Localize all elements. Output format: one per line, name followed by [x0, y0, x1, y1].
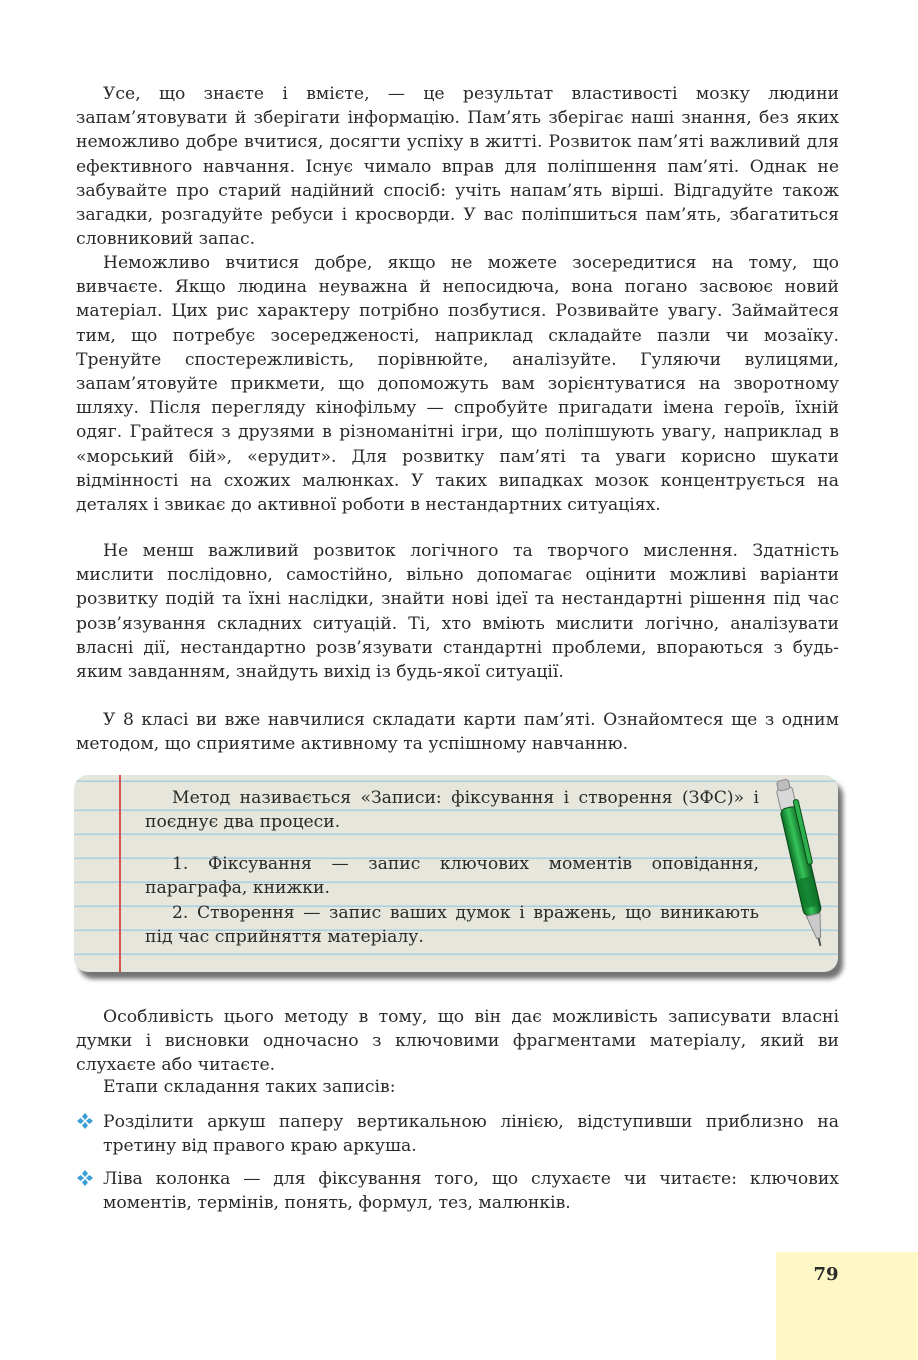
margin-line — [119, 775, 121, 972]
list-item — [76, 1110, 839, 1158]
method-note-box — [74, 775, 838, 972]
note-method-name: Метод називається «Записи: фіксування і створення (ЗФС)» і поєднує два процеси. — [145, 788, 759, 833]
page-number: 79 — [813, 1264, 839, 1285]
paragraph-thinking: Не менш важливий розвиток логічного та творчого мислення. Здатність мислити послідовно, самостійно, вільно допомагає оцінити можливі варіанти розвитку подій та їхні наслідки, знайти нові ідеї та нестандартні рішення під час розв’язування складних ситуацій. Ті, хто вміють мислити логічно, аналізувати власні дії, нестандартно розв’язувати стандартні проблеми, впораються з будь-яким завданням, знайдуть вихід із будь-якої ситуації. — [76, 541, 839, 683]
list-item-text: Розділити аркуш паперу вертикальною лінією, відступивши приблизно на третину від правого краю аркуша. — [103, 1112, 839, 1157]
note-step-creating: 2. Створення — запис ваших думок і вражень, що виникають під час сприйняття матеріалу. — [145, 903, 759, 948]
paragraph-memory: Усе, що знаєте і вмієте, — це результат властивості мозку людини запам’ятовувати й зберігати інформацію. Пам’ять зберігає наші знання, без яких неможливо добре вчитися, досягти успіху в житті. Розвиток пам’яті важливий для ефективного навчання. Існує чимало вправ для поліпшення пам’яті. Однак не забувайте про старий надійний спосіб: учіть напам’ять вірші. Відгадуйте також загадки, розгадуйте ребуси і кросворди. У вас поліпшиться пам’ять, збагатиться словниковий запас. — [76, 84, 839, 250]
note-step-fixing: 1. Фіксування — запис ключових моментів оповідання, параграфа, книжки. — [145, 854, 759, 899]
four-diamond-bullet-icon — [76, 1112, 94, 1130]
paragraph-stages-heading: Етапи складання таких записів: — [103, 1077, 396, 1097]
paragraph-intro-method: У 8 класі ви вже навчилися складати карти пам’яті. Ознайомтеся ще з одним методом, що сприятиме активному та успішному навчанню. — [76, 710, 839, 755]
paragraph-method-feature: Особливість цього методу в тому, що він дає можливість записувати власні думки і висновки одночасно з ключовими фрагментами матеріалу, який ви слухаєте або читаєте. — [76, 1007, 839, 1076]
green-pen-icon — [772, 778, 832, 954]
four-diamond-bullet-icon — [76, 1169, 94, 1187]
paragraph-attention: Неможливо вчитися добре, якщо не можете зосередитися на тому, що вивчаєте. Якщо людина неуважна й непосидюча, вона погано засвоює новий матеріал. Цих рис характеру потрібно позбутися. Розвивайте увагу. Займайтеся тим, що потребує зосередженості, наприклад складайте пазли чи мозаїку. Тренуйте спостережливість, порівнюйте, аналізуйте. Гуляючи вулицями, запам’ятовуйте прикмети, що допоможуть вам зорієнтуватися на зворотному шляху. Після перегляду кінофільму — спробуйте пригадати імена героїв, їхній одяг. Грайтеся з друзями в різноманітні ігри, що поліпшують увагу, наприклад в «морський бій», «ерудит». Для розвитку пам’яті та уваги корисно шукати відмінності на схожих малюнках. У таких випадках мозок концентрується на деталях і звикає до активної роботи в нестандартних ситуаціях. — [76, 253, 839, 516]
list-item-text: Ліва колонка — для фіксування того, що слухаєте чи читаєте: ключових моментів, термінів, понять, формул, тез, малюнків. — [103, 1169, 839, 1214]
list-item — [76, 1167, 839, 1215]
page-number-box — [776, 1252, 918, 1360]
